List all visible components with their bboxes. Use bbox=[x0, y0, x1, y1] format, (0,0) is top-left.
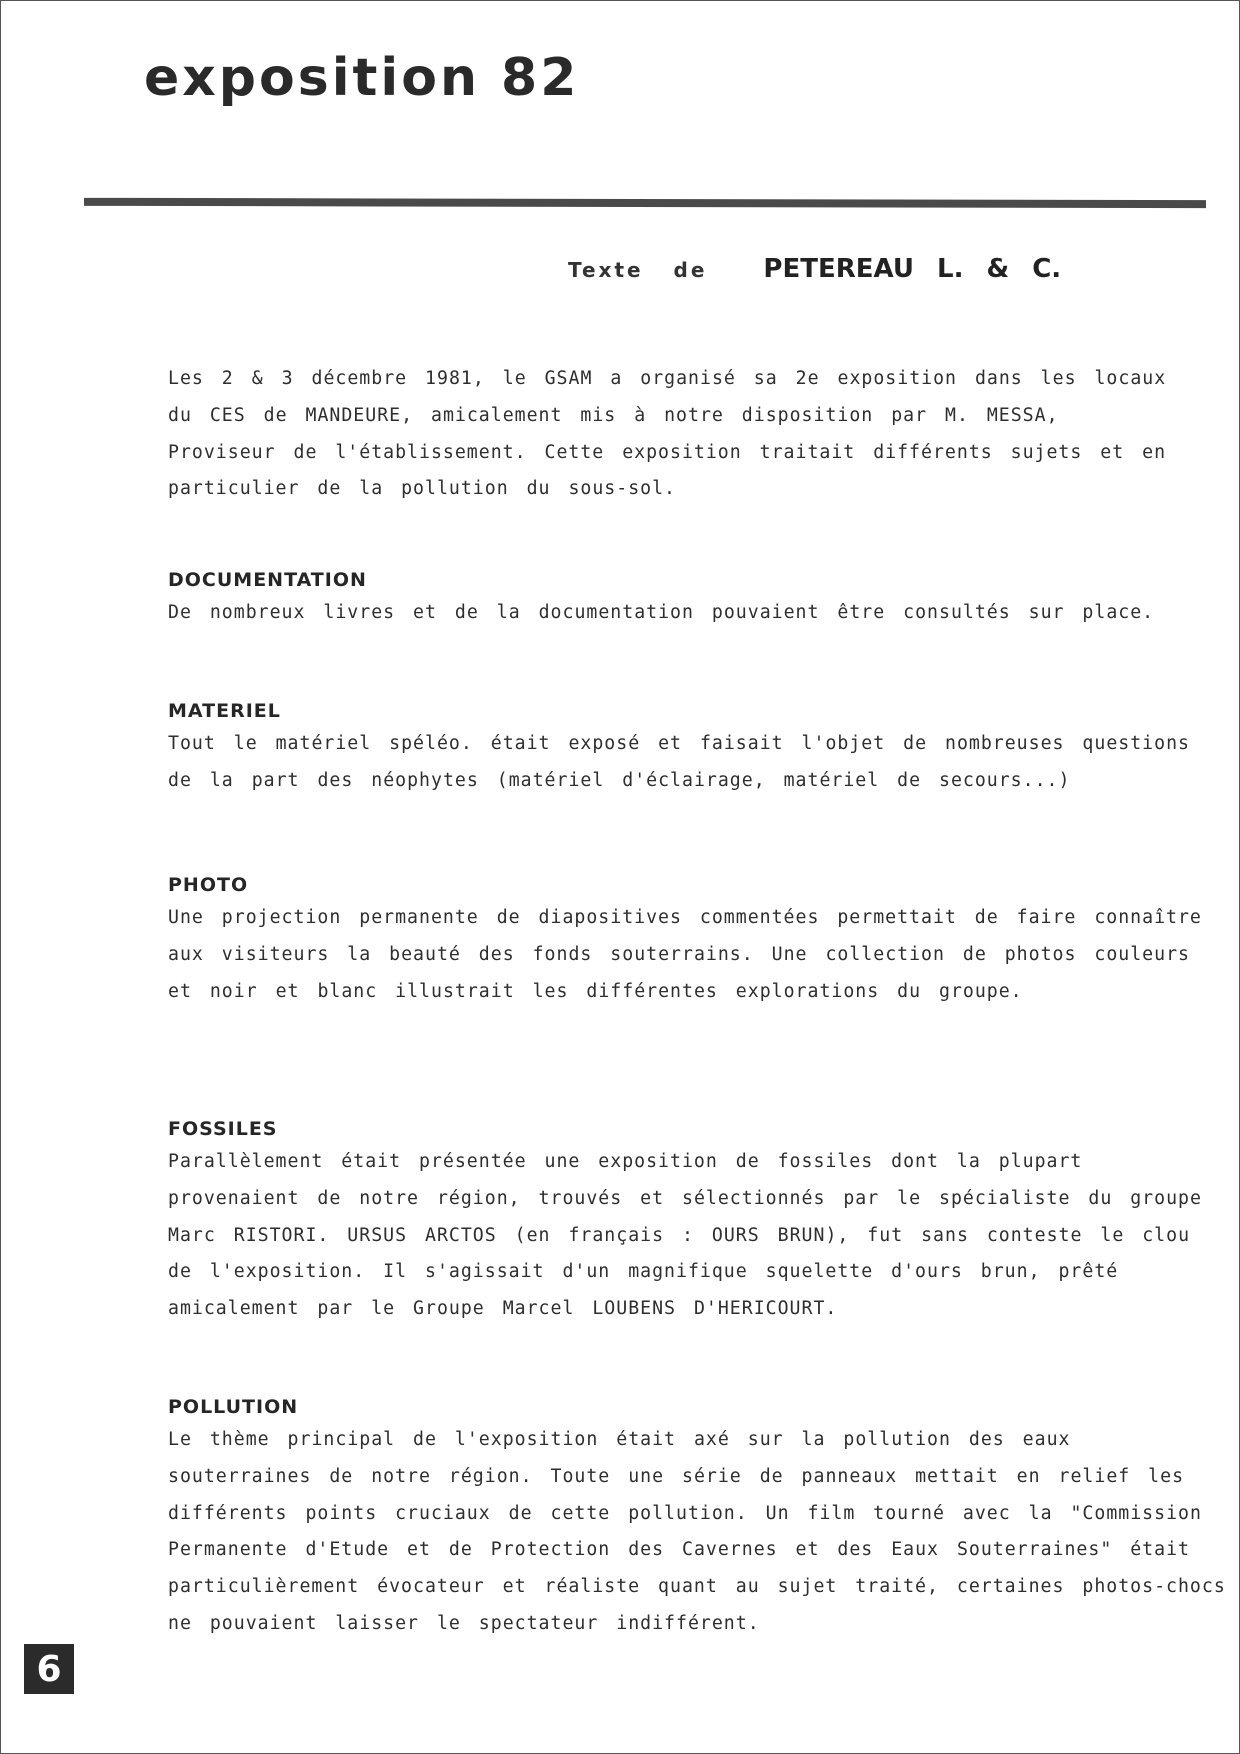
section-text-materiel: Tout le matériel spéléo. était exposé et faisait l'objet de nombreuses questions de la part des néophytes (matériel d'éclairage, matériel de secours...) bbox=[168, 733, 1190, 791]
section-photo bbox=[168, 874, 1228, 1010]
section-text-documentation: De nombreux livres et de la documentation pouvaient être consultés sur place. bbox=[168, 602, 1155, 623]
page-title: exposition 82 bbox=[144, 48, 580, 108]
section-heading-pollution: POLLUTION bbox=[168, 1396, 299, 1418]
section-heading-fossiles: FOSSILES bbox=[168, 1118, 278, 1140]
byline bbox=[568, 254, 1061, 284]
byline-authors: PETEREAU L. & C. bbox=[763, 254, 1062, 284]
section-text-fossiles: Parallèlement était présentée une exposition de fossiles dont la plupart provenaient de notre région, trouvés et sélectionnés par le spécialiste du groupe Marc RISTORI. URSUS ARCTOS (en français : OURS BRUN), fut sans conteste le clou de l'exposition. Il s'agissait d'un magnifique squelette d'ours brun, prêté amicalement par le Groupe Marcel LOUBENS D'HERICOURT. bbox=[168, 1151, 1202, 1320]
section-materiel bbox=[168, 700, 1228, 800]
section-text-pollution: Le thème principal de l'exposition était axé sur la pollution des eaux souterraines de notre région. Toute une série de panneaux mettait en relief les différents points cruciaux de cette pollution. Un film tourné avec la "Commission Permanente d'Etude et de Protection des Cavernes et des Eaux Souterraines" était particulièrement évocateur et réaliste quant au sujet traité, certaines photos-chocs ne pouvaient laisser le spectateur indifférent. bbox=[168, 1429, 1226, 1634]
intro-paragraph: Les 2 & 3 décembre 1981, le GSAM a organisé sa 2e exposition dans les locaux du CES de MANDEURE, amicalement mis à notre disposition par M. MESSA, Proviseur de l'établissement. Cette exposition traitait différents sujets et en particulier de la pollution du sous-sol. bbox=[168, 368, 1167, 500]
section-heading-materiel: MATERIEL bbox=[168, 700, 281, 722]
byline-label: Texte de bbox=[568, 258, 708, 282]
section-heading-documentation: DOCUMENTATION bbox=[168, 569, 367, 591]
section-text-photo: Une projection permanente de diapositives commentées permettait de faire connaître aux visiteurs la beauté des fonds souterrains. Une collection de photos couleurs et noir et blanc illustrait les différentes explorations du groupe. bbox=[168, 907, 1202, 1002]
section-pollution bbox=[168, 1396, 1228, 1643]
section-heading-photo: PHOTO bbox=[168, 874, 249, 896]
page-number-badge: 6 bbox=[24, 1644, 74, 1694]
section-documentation bbox=[168, 569, 1228, 632]
section-fossiles bbox=[168, 1118, 1228, 1328]
